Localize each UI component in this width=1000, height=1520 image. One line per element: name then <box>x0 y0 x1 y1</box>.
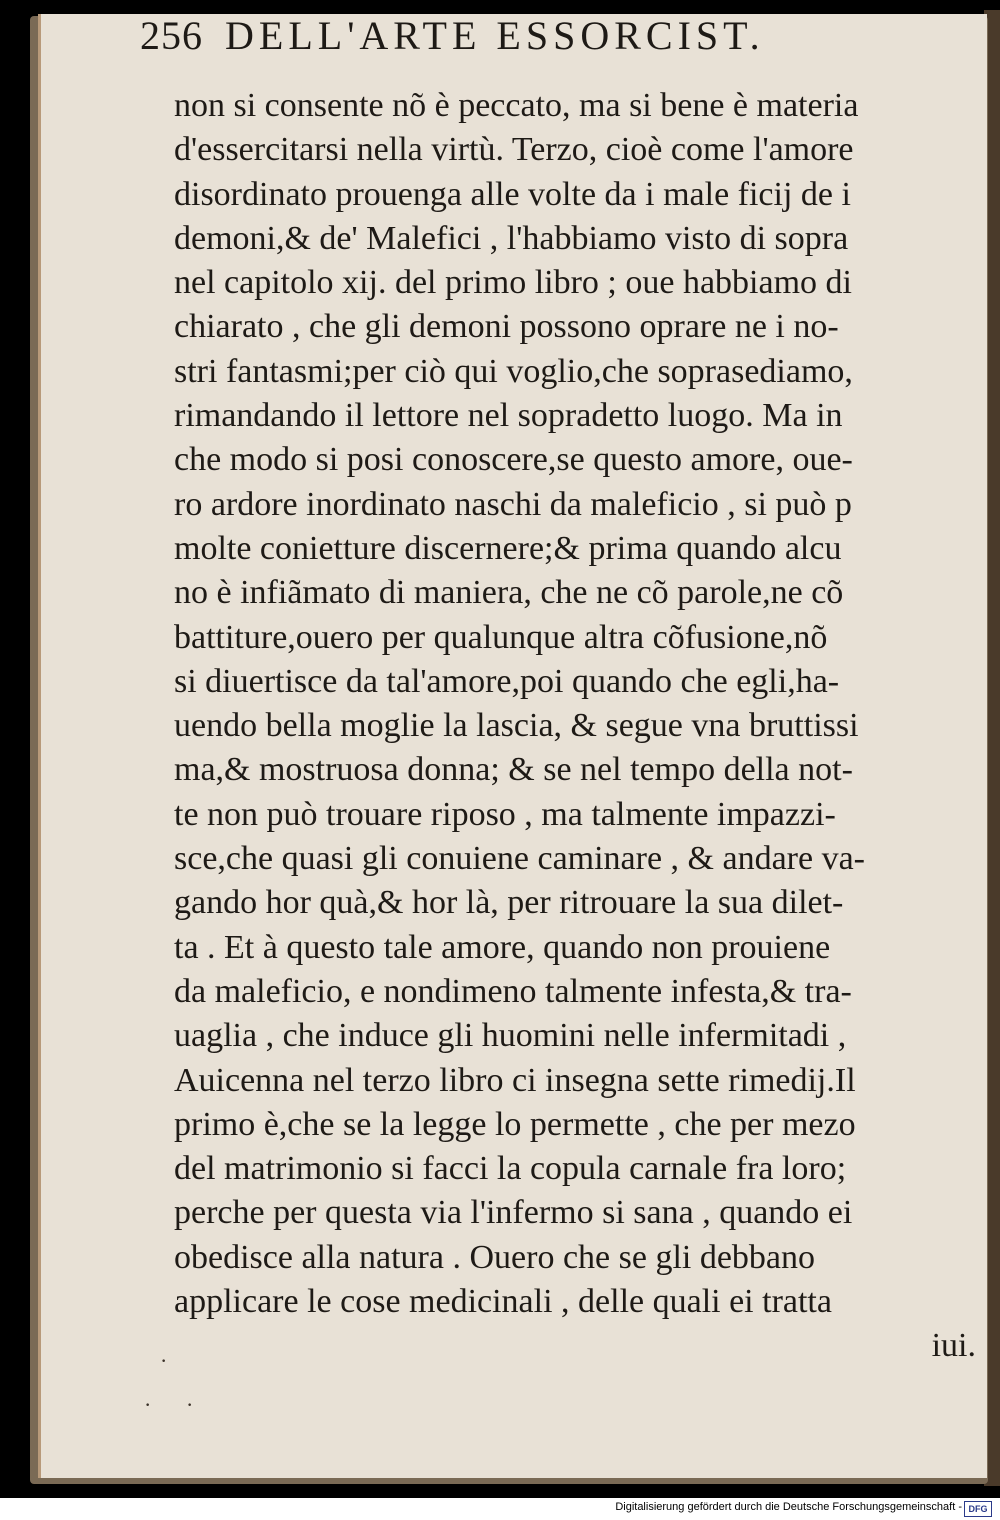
bleed-through-mark: · <box>160 1348 168 1373</box>
text-line: uaglia , che induce gli huomini nelle infermitadi , <box>174 1017 847 1055</box>
text-line: te non può trouare riposo , ma talmente impazzi- <box>174 795 836 833</box>
text-line: obedisce alla natura . Ouero che se gli debbano <box>174 1238 816 1276</box>
text-line: ma,& mostruosa donna; & se nel tempo della not- <box>174 751 853 789</box>
text-line: del matrimonio si facci la copula carnale fra loro; <box>174 1150 847 1188</box>
text-line: nel capitolo xij. del primo libro ; oue habbiamo di <box>174 264 852 302</box>
body-text <box>174 84 976 1369</box>
text-line: molte conietture discernere;& prima quando alcu <box>174 529 842 567</box>
dfg-logo-icon: DFG <box>964 1501 992 1517</box>
text-line: stri fantasmi;per ciò qui voglio,che soprasediamo, <box>174 352 853 390</box>
running-title: DELL'ARTE ESSORCIST. <box>225 13 765 58</box>
text-line: battiture,ouero per qualunque altra cõfusione,nõ <box>174 618 828 656</box>
text-line: disordinato prouenga alle volte da i male ficij de i <box>174 175 851 213</box>
text-line: si diuertisce da tal'amore,poi quando che egli,ha- <box>174 662 840 700</box>
text-line: rimandando il lettore nel sopradetto luogo. Ma in <box>174 397 843 435</box>
text-line: da maleficio, e nondimeno talmente infesta,& tra- <box>174 972 852 1010</box>
text-line: sce,che quasi gli conuiene caminare , & andare va- <box>174 840 866 878</box>
text-line: uendo bella moglie la lascia, & segue vna bruttissi <box>174 707 859 745</box>
text-line: che modo si posi conoscere,se questo amore, oue- <box>174 441 853 479</box>
footer-bar <box>0 1498 1000 1520</box>
funding-credit: Digitalisierung gefördert durch die Deutsche Forschungsgemeinschaft - <box>615 1501 962 1513</box>
text-line: non si consente nõ è peccato, ma si bene è materia <box>174 87 859 124</box>
catchword-line: iui. <box>931 1327 976 1365</box>
page-header <box>140 12 980 59</box>
text-line: primo è,che se la legge lo permette , che per mezo <box>174 1105 856 1143</box>
text-line: ta . Et à questo tale amore, quando non prouiene <box>174 928 831 966</box>
text-line: Auicenna nel terzo libro ci insegna sette rimedij.Il <box>174 1061 856 1099</box>
text-line: demoni,& de' Malefici , l'habbiamo visto di sopra <box>174 219 849 257</box>
text-line: d'essercitarsi nella virtù. Terzo, cioè come l'amore <box>174 131 854 169</box>
bleed-through-mark: · <box>186 1392 194 1417</box>
text-line: chiarato , che gli demoni possono oprare ne i no- <box>174 308 839 346</box>
text-line: gando hor quà,& hor là, per ritrouare la sua dilet- <box>174 884 844 922</box>
bleed-through-mark: · <box>144 1392 152 1417</box>
page-number: 256 <box>140 13 203 58</box>
text-line: ro ardore inordinato naschi da maleficio , si può p <box>174 485 852 523</box>
text-line: perche per questa via l'infermo si sana , quando ei <box>174 1194 853 1232</box>
text-line: no è infiãmato di maniera, che ne cõ parole,ne cõ <box>174 574 844 612</box>
text-line: applicare le cose medicinali , delle quali ei tratta <box>174 1283 832 1321</box>
